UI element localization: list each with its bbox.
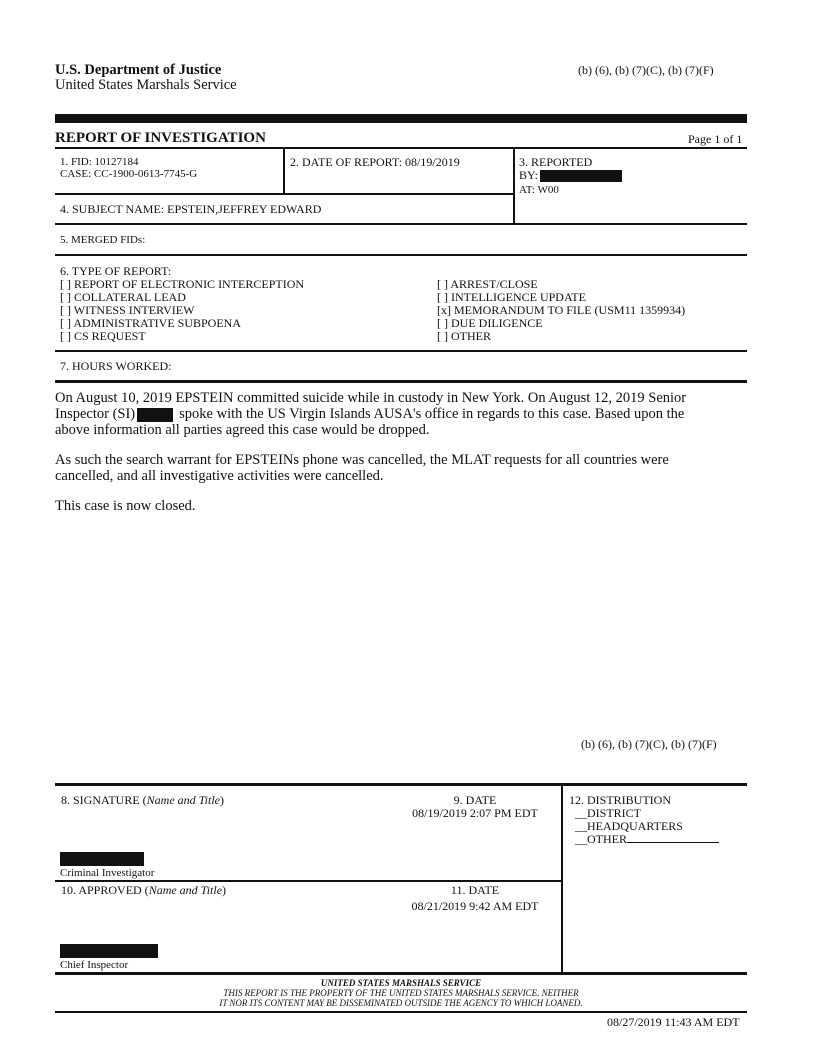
footer-rule (55, 1011, 747, 1013)
type-option: [ ] OTHER (437, 329, 491, 343)
reported-at: AT: W00 (519, 184, 559, 196)
date-value: 08/19/2019 2:07 PM EDT (412, 806, 538, 820)
redaction-block (60, 944, 158, 958)
type-option: [ ] WITNESS INTERVIEW (60, 303, 195, 317)
hours-worked: 7. HOURS WORKED: (60, 359, 172, 373)
exemption-code-top: (b) (6), (b) (7)(C), (b) (7)(F) (578, 63, 714, 77)
label-text: 10. APPROVED ( (61, 883, 149, 897)
row-rule-5 (55, 380, 747, 383)
type-option: [ ] ARREST/CLOSE (437, 277, 538, 291)
exemption-code-bottom: (b) (6), (b) (7)(C), (b) (7)(F) (581, 737, 717, 751)
title-rule (55, 147, 747, 149)
distribution-other-label: __OTHER (575, 832, 627, 846)
reported-by (519, 169, 622, 182)
distribution-district: __DISTRICT (575, 806, 641, 820)
fid: 1. FID: 10127184 (60, 156, 139, 168)
signer-title: Criminal Investigator (60, 867, 155, 879)
narrative-text: Inspector (SI) (55, 406, 136, 422)
case-number: CASE: CC-1900-0613-7745-G (60, 168, 198, 180)
type-option: [ ] REPORT OF ELECTRONIC INTERCEPTION (60, 277, 305, 291)
label-text: 8. SIGNATURE ( (61, 793, 147, 807)
disclaimer-line: IT NOR ITS CONTENT MAY BE DISSEMINATED OUTSIDE THE AGENCY TO WHICH LOANED. (219, 998, 583, 1008)
reported-by-label: BY: (519, 168, 538, 182)
type-option: [ ] COLLATERAL LEAD (60, 290, 186, 304)
narrative-line: cancelled, and all investigative activities were cancelled. (55, 468, 384, 484)
report-title: REPORT OF INVESTIGATION (55, 130, 266, 146)
row-rule-1 (55, 193, 515, 195)
distribution-label: 12. DISTRIBUTION (569, 793, 671, 807)
date-value: 08/21/2019 9:42 AM EDT (411, 899, 539, 913)
type-option: [ ] CS REQUEST (60, 329, 146, 343)
type-option: [ ] INTELLIGENCE UPDATE (437, 290, 586, 304)
subject-name: 4. SUBJECT NAME: EPSTEIN,JEFFREY EDWARD (60, 202, 322, 216)
redaction-block (137, 408, 173, 422)
signature-top-rule (55, 783, 747, 786)
narrative-text: spoke with the US Virgin Islands AUSA's office in regards to this case. Based upon the (179, 406, 685, 422)
signature-bottom-rule (55, 972, 747, 975)
disclaimer-line: THIS REPORT IS THE PROPERTY OF THE UNITED STATES MARSHALS SERVICE. NEITHER (223, 988, 579, 998)
type-of-report-label: 6. TYPE OF REPORT: (60, 264, 172, 278)
header-bar (55, 114, 747, 123)
type-option: [ ] ADMINISTRATIVE SUBPOENA (60, 316, 242, 330)
approved-date (395, 884, 555, 913)
blank-line (627, 842, 719, 843)
narrative-line: As such the search warrant for EPSTEINs phone was cancelled, the MLAT requests for all countries were (55, 452, 669, 468)
redaction-block (540, 170, 622, 182)
narrative (55, 390, 755, 514)
narrative-line: above information all parties agreed this case would be dropped. (55, 422, 430, 438)
narrative-line: This case is now closed. (55, 498, 196, 514)
reported-label: 3. REPORTED (519, 155, 593, 169)
type-options-left (60, 278, 304, 343)
divider-1 (283, 149, 285, 194)
page-number: Page 1 of 1 (688, 132, 743, 146)
row-rule-2 (55, 223, 747, 225)
type-option-selected: [x] MEMORANDUM TO FILE (USM11 1359934) (437, 303, 686, 317)
signature-mid-rule (55, 880, 563, 882)
approver-title: Chief Inspector (60, 959, 129, 971)
row-rule-3 (55, 254, 747, 256)
narrative-line (55, 406, 755, 422)
date-of-report: 2. DATE OF REPORT: 08/19/2019 (290, 155, 460, 169)
date-label: 9. DATE (453, 793, 497, 807)
printed-timestamp: 08/27/2019 11:43 AM EDT (607, 1015, 740, 1029)
narrative-line: On August 10, 2019 EPSTEIN committed suicide while in custody in New York. On August 12, 2019 Senior (55, 390, 687, 406)
signature-label (61, 794, 224, 807)
distribution-hq: __HEADQUARTERS (575, 819, 683, 833)
disclaimer-line: UNITED STATES MARSHALS SERVICE (320, 978, 482, 988)
label-text: ) (220, 793, 225, 807)
signature-date (395, 794, 555, 820)
type-options-right (437, 278, 685, 343)
approved-label (61, 884, 226, 897)
divider-2 (513, 149, 515, 225)
distribution-other (569, 833, 719, 846)
agency-name: U.S. Department of Justice (55, 62, 222, 78)
redaction-block (60, 852, 144, 866)
label-text: Name and Title (146, 793, 221, 807)
disclaimer (55, 978, 747, 1008)
label-text: ) (222, 883, 227, 897)
date-label: 11. DATE (450, 883, 500, 897)
type-option: [ ] DUE DILIGENCE (437, 316, 543, 330)
merged-fids: 5. MERGED FIDs: (60, 234, 146, 246)
service-name: United States Marshals Service (55, 77, 237, 93)
row-rule-4 (55, 350, 747, 352)
label-text: Name and Title (148, 883, 223, 897)
distribution (569, 794, 719, 846)
